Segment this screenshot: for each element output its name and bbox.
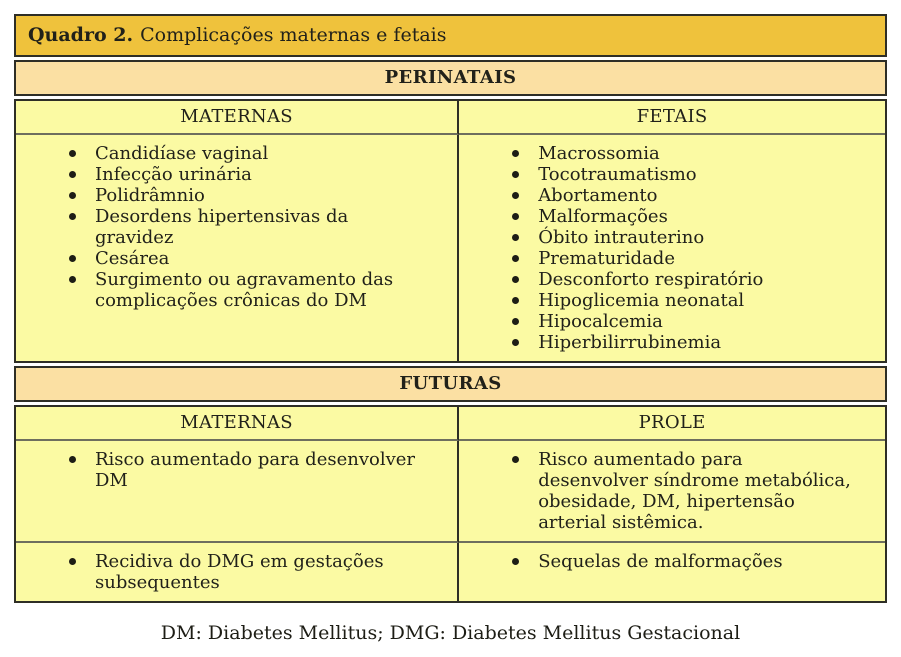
list-item: Sequelas de malformações [538,551,857,572]
list-item: Surgimento ou agravamento das complicações crônicas do DM [95,269,429,311]
list-item: Infecção urinária [95,164,429,185]
list-item: Risco aumentado para desenvolver DM [95,449,429,491]
table-title-text: Complicações maternas e fetais [140,24,447,46]
list-item: Malformações [538,206,857,227]
list-item: Hipoglicemia neonatal [538,290,857,311]
list-item: Tocotraumatismo [538,164,857,185]
bullet-list [459,449,885,533]
list-item: Macrossomia [538,143,857,164]
list-item: Desconforto respiratório [538,269,857,290]
list-item: Cesárea [95,248,429,269]
abbreviation-caption: DM: Diabetes Mellitus; DMG: Diabetes Mellitus Gestacional [160,622,741,644]
list-item: Desordens hipertensivas da gravidez [95,206,429,248]
column-header-maternas: MATERNAS [16,101,459,135]
column-header-fetais: FETAIS [459,101,885,135]
futuras-prole-cell-1 [459,441,885,543]
futuras-row-2 [16,543,885,601]
fetais-list [459,143,885,353]
fetais-cell [459,135,885,361]
list-item: Hiperbilirrubinemia [538,332,857,353]
table-title-row [14,14,887,57]
perinatais-content-row [16,135,885,361]
list-item: Recidiva do DMG em gestações subsequentes [95,551,429,593]
list-item: Óbito intrauterino [538,227,857,248]
section-header-futuras: FUTURAS [14,366,887,402]
futuras-column-headers [16,407,885,441]
maternas-list [16,143,457,311]
list-item: Prematuridade [538,248,857,269]
list-item: Candidíase vaginal [95,143,429,164]
maternas-cell [16,135,459,361]
list-item: Hipocalcemia [538,311,857,332]
perinatais-column-headers [16,101,885,135]
futuras-grid [14,405,887,603]
table-number-label: Quadro 2. [28,24,134,46]
futuras-maternas-cell-1 [16,441,459,543]
futuras-prole-cell-2 [459,543,885,601]
list-item: Polidrâmnio [95,185,429,206]
futuras-row-1 [16,441,885,543]
section-header-perinatais: PERINATAIS [14,60,887,96]
list-item: Abortamento [538,185,857,206]
perinatais-grid [14,99,887,363]
column-header-prole: PROLE [459,407,885,441]
bullet-list [459,551,885,572]
column-header-maternas-futuras: MATERNAS [16,407,459,441]
futuras-maternas-cell-2 [16,543,459,601]
list-item: Risco aumentado para desenvolver síndrome metabólica, obesidade, DM, hipertensão arterial sistêmica. [538,449,857,533]
bullet-list [16,551,457,593]
bullet-list [16,449,457,491]
